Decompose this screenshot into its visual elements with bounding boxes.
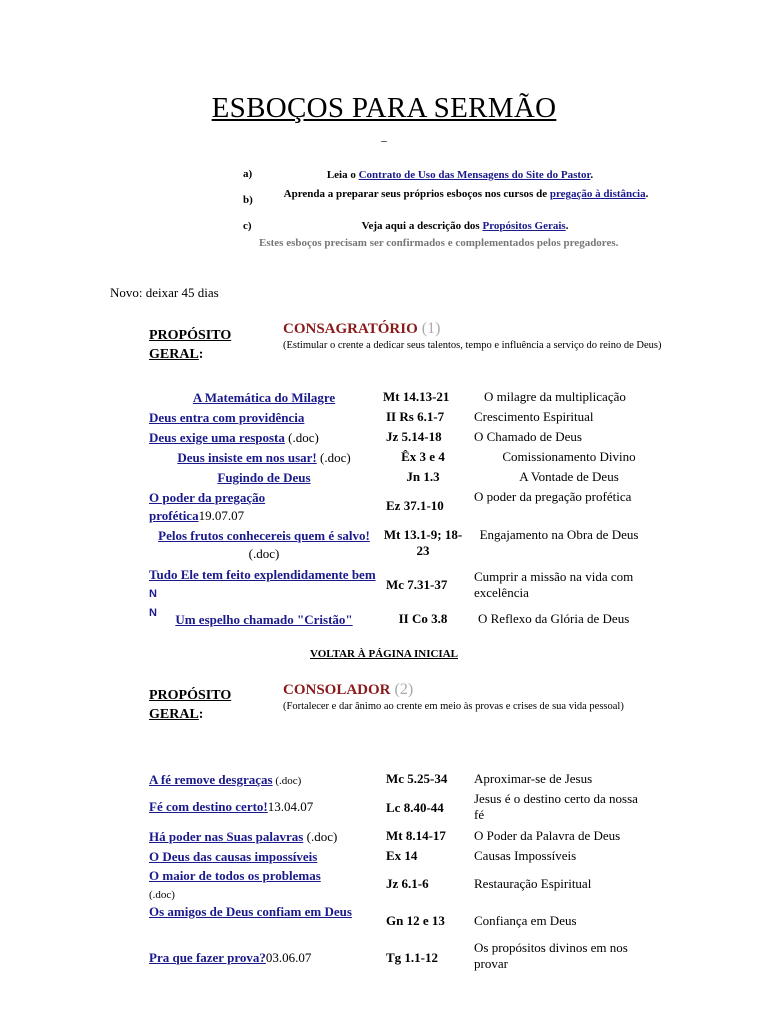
sermon-title [149, 449, 379, 467]
proposito-word: PROPÓSITO [149, 328, 232, 343]
theme: O Chamado de Deus [474, 429, 582, 444]
sermon-title [149, 429, 379, 447]
sermon-link[interactable]: A Matemática do Milagre [192, 390, 336, 405]
sermon-link[interactable]: Fé com destino certo! [149, 799, 268, 814]
sermon-link[interactable]: A fé remove desgraças [149, 772, 273, 787]
bible-ref: Jz 5.14-18 [386, 429, 442, 444]
sermon-title [149, 949, 379, 967]
sermon-link[interactable]: Os amigos de Deus confiam em Deus [149, 904, 352, 919]
sermon-link[interactable]: Deus exige uma resposta [149, 430, 285, 445]
theme: Engajamento na Obra de Deus [479, 527, 639, 542]
sermon-extra: 03.06.07 [265, 950, 312, 965]
note-letter-a: a) [243, 168, 253, 180]
category-description: (Fortalecer e dar ânimo ao crente em meio às provas e crises de sua vida pessoal) [283, 701, 624, 712]
geral-word: GERAL [149, 707, 199, 722]
sermon-link[interactable]: Deus insiste em nos usar! [177, 450, 317, 465]
sermon-link[interactable]: Pelos frutos conhecereis quem é salvo! [158, 528, 370, 543]
proposito-word: PROPÓSITO [149, 688, 232, 703]
category-number: (1) [421, 320, 441, 337]
new-marker: N [149, 607, 157, 619]
sermon-extra: (.doc) [284, 430, 319, 445]
theme: A Vontade de Deus [519, 469, 619, 484]
category-consolador [283, 681, 663, 714]
sermon-link[interactable]: O Deus das causas impossíveis [149, 849, 318, 864]
geral-word: GERAL [149, 347, 199, 362]
bible-ref: Êx 3 e 4 [401, 449, 445, 464]
colon: : [198, 347, 204, 362]
pregacao-link[interactable]: pregação à distância [549, 188, 646, 200]
sermon-extra: (.doc) [149, 889, 175, 901]
note-b [270, 187, 662, 201]
page-title: ESBOÇOS PARA SERMÃO [211, 92, 557, 124]
sermon-link[interactable]: Tudo Ele tem feito explendidamente bem [149, 567, 376, 582]
note-a-pre: Leia o [326, 169, 359, 181]
bible-ref: Mc 7.31-37 [386, 577, 448, 592]
bible-ref: Lc 8.40-44 [386, 800, 444, 815]
note-b-pre: Aprenda a preparar seus próprios esboços nos cursos de [283, 188, 550, 200]
new-marker: N [149, 588, 157, 600]
novo-note: Novo: deixar 45 dias [110, 285, 219, 300]
sermon-title [149, 867, 379, 904]
category-number: (2) [394, 681, 414, 698]
sermon-extra: (.doc) [303, 829, 338, 844]
sermon-title [149, 828, 379, 846]
contrato-link[interactable]: Contrato de Uso das Mensagens do Site do Pastor [358, 169, 591, 181]
bible-ref: II Co 3.8 [398, 611, 448, 626]
theme: Restauração Espiritual [474, 876, 592, 891]
bible-ref: Gn 12 e 13 [386, 913, 445, 928]
note-c-post: . [565, 220, 569, 232]
sermon-title [149, 611, 379, 629]
theme: Confiança em Deus [474, 913, 577, 928]
theme: Os propósitos divinos em nos provar [474, 940, 628, 971]
sermon-title [149, 489, 299, 525]
sermon-link[interactable]: Deus entra com providência [149, 410, 305, 425]
sermon-link[interactable]: Fugindo de Deus [217, 470, 311, 485]
bible-ref: Jn 1.3 [406, 469, 440, 484]
category-title: CONSOLADOR [283, 682, 391, 698]
bible-ref: Mt 13.1-9; 18-23 [383, 527, 463, 558]
note-b-post: . [645, 188, 649, 200]
sermon-title [149, 409, 379, 427]
theme: Cumprir a missão na vida com excelência [474, 569, 634, 600]
note-a-post: . [590, 169, 594, 181]
theme: Jesus é o destino certo da nossa fé [474, 791, 638, 822]
theme: Aproximar-se de Jesus [474, 771, 593, 786]
bible-ref: Ez 37.1-10 [386, 498, 444, 513]
note-letter-c: c) [243, 220, 252, 232]
sermon-extra: 13.04.07 [267, 799, 314, 814]
sermon-extra: 19.07.07 [198, 508, 245, 523]
bible-ref: Tg 1.1-12 [386, 950, 438, 965]
bible-ref: Jz 6.1-6 [386, 876, 429, 891]
bible-ref: Ex 14 [386, 848, 418, 863]
proposito-label-2 [149, 686, 231, 724]
colon: : [198, 707, 204, 722]
theme: Comissionamento Divino [502, 449, 636, 464]
category-title: CONSAGRATÓRIO [283, 321, 418, 337]
bible-ref: Mt 14.13-21 [383, 389, 450, 404]
sermon-title [149, 469, 379, 487]
sermon-link[interactable]: O maior de todos os problemas [149, 868, 321, 883]
category-consagratorio [283, 320, 663, 353]
sermon-link[interactable]: O poder da pregação profética [149, 490, 266, 523]
sermon-extra: (.doc) [316, 450, 351, 465]
voltar-link[interactable]: VOLTAR À PÁGINA INICIAL [309, 648, 458, 660]
disclaimer: Estes esboços precisam ser confirmados e complementados pelos pregadores. [259, 237, 619, 249]
theme: O poder da pregação profética [474, 489, 632, 504]
note-letter-b: b) [243, 194, 253, 206]
bible-ref: Mt 8.14-17 [386, 828, 446, 843]
theme: O Reflexo da Glória de Deus [478, 611, 630, 626]
sermon-title [149, 771, 379, 790]
bible-ref: II Rs 6.1-7 [386, 409, 445, 424]
sermon-title [149, 527, 379, 563]
sermon-title [149, 389, 379, 407]
sermon-title [149, 903, 369, 921]
sermon-link[interactable]: Há poder nas Suas palavras [149, 829, 304, 844]
sermon-extra: (.doc) [272, 775, 302, 787]
note-a [280, 168, 640, 182]
bible-ref: Mc 5.25-34 [386, 771, 448, 786]
theme: O milagre da multiplicação [484, 389, 626, 404]
sermon-title [149, 798, 379, 816]
category-description: (Estimular o crente a dedicar seus talentos, tempo e influência a serviço do reino de Deus) [283, 340, 662, 351]
theme: Crescimento Espiritual [474, 409, 594, 424]
sermon-link[interactable]: Um espelho chamado "Cristão" [175, 612, 353, 627]
sermon-link[interactable]: Pra que fazer prova? [149, 950, 266, 965]
theme: Causas Impossíveis [474, 848, 577, 863]
sermon-title [149, 848, 379, 866]
proposito-label-1 [149, 326, 231, 364]
separator-dash: – [381, 133, 387, 147]
sermon-extra: (.doc) [248, 546, 280, 561]
note-c-pre: Veja aqui a descrição dos [361, 220, 483, 232]
propositos-link[interactable]: Propósitos Gerais [482, 220, 566, 232]
note-c [300, 219, 630, 233]
theme: O Poder da Palavra de Deus [474, 828, 621, 843]
